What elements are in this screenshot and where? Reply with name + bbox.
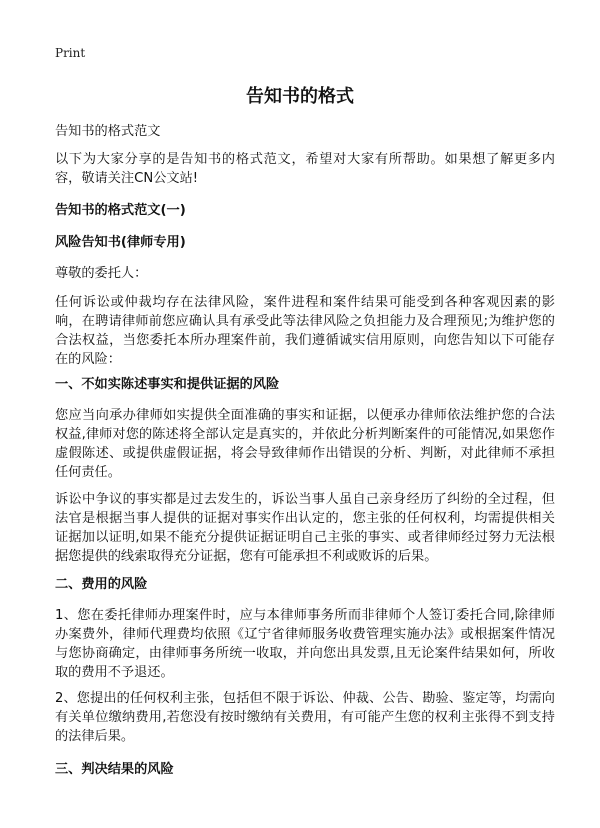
- salutation: 尊敬的委托人：: [55, 266, 148, 281]
- risk1-paragraph-2: 诉讼中争议的事实都是过去发生的，诉讼当事人虽自己亲身经历了纠纷的全过程，但法官是根据当事人提供的证据对事实作出认定的，您主张的任何权利，均需提供相关证据加以证明,如果不能充分提供证据证明自己主张的事实、或者律师经过努力无法根据您提供的线索取得充分证据，您有可能承担不利或败诉的后果。: [55, 492, 555, 564]
- risk-heading-1: 一、不如实陈述事实和提供证据的风险: [55, 377, 280, 392]
- risk-heading-2: 二、费用的风险: [55, 577, 148, 592]
- risk-heading-3: 三、判决结果的风险: [55, 762, 174, 777]
- section-heading-1: 告知书的格式范文(一): [55, 203, 186, 218]
- document-subtitle: 告知书的格式范文: [55, 124, 161, 139]
- risk2-paragraph-2: 2、您提出的任何权利主张，包括但不限于诉讼、仲裁、公告、勘验、鉴定等，均需向有关单位缴纳费用,若您没有按时缴纳有关费用，有可能产生您的权利主张得不到支持的法律后果。: [55, 691, 555, 744]
- page-title: 告知书的格式: [246, 86, 354, 107]
- intro-paragraph: 以下为大家分享的是告知书的格式范文，希望对大家有所帮助。如果想了解更多内容，敬请关注CN公文站!: [55, 152, 555, 186]
- risk1-paragraph-1: 您应当向承办律师如实提供全面准确的事实和证据，以便承办律师依法维护您的合法权益,律师对您的陈述将全部认定是真实的，并依此分析判断案件的可能情况,如果您作虚假陈述、或提供虚假证据，将会导致律师作出错误的分析、判断，对此律师不承担任何责任。: [55, 408, 555, 480]
- notice-heading: 风险告知书(律师专用): [55, 235, 186, 250]
- risk2-paragraph-1: 1、您在委托律师办理案件时，应与本律师事务所而非律师个人签订委托合同,除律师办案费外，律师代理费均依照《辽宁省律师服务收费管理实施办法》或根据案件情况与您协商确定，由律师事务所统一收取，并向您出具发票,且无论案件结果如何，所收取的费用不予退还。: [55, 608, 555, 680]
- opening-paragraph: 任何诉讼或仲裁均存在法律风险，案件进程和案件结果可能受到各种客观因素的影响，在聘请律师前您应确认具有承受此等法律风险之负担能力及合理预见;为维护您的合法权益，当您委托本所办理案件前，我们遵循诚实信用原则，向您告知以下可能存在的风险：: [55, 295, 555, 367]
- print-link[interactable]: Print: [55, 46, 86, 60]
